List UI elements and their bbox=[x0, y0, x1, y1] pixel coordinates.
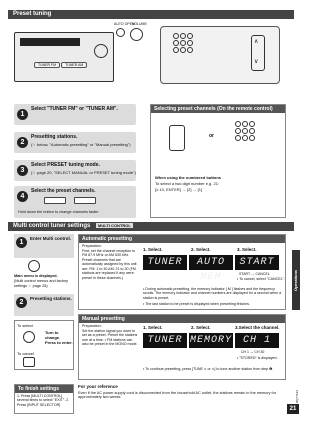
step-3-box bbox=[14, 160, 136, 181]
key-icon[interactable] bbox=[249, 135, 255, 141]
auto-lcd-automem: AUTO MEM bbox=[189, 255, 233, 270]
select-knob-icon[interactable] bbox=[23, 331, 35, 343]
auto-bullet-1: • During automatic presetting, the memory indicator [ M ] flashes and the frequency scrolls. The memory indicator and channel numbers are displayed for a second when a station is preset. bbox=[143, 287, 282, 300]
step-number-icon: 2 bbox=[16, 297, 27, 308]
multi-step-2-title: Presetting stations. bbox=[30, 296, 72, 301]
panel-title: Selecting preset channels (On the remote control) bbox=[151, 105, 285, 113]
auto-cancel-note: • To cancel, select "CANCEL". bbox=[237, 277, 285, 281]
step-1-box bbox=[14, 104, 136, 125]
key-icon[interactable] bbox=[242, 121, 248, 127]
finish-settings-box bbox=[14, 384, 74, 414]
section-header-multi bbox=[8, 222, 294, 231]
manual-sel3: 3.Select the channel. bbox=[235, 325, 280, 330]
multi-step-2 bbox=[14, 294, 74, 316]
manual-bullet: • To continue presetting, press [TUNE ∨ or ∧] to tune another station from step ❶. bbox=[143, 367, 274, 371]
step-4-box bbox=[14, 186, 136, 218]
step-2-box bbox=[14, 132, 136, 153]
key-icon[interactable] bbox=[187, 40, 193, 46]
step-number: 1 bbox=[17, 109, 28, 120]
or-text: or bbox=[209, 133, 214, 139]
auto-sel1: 1. Select. bbox=[143, 247, 163, 252]
select-cancel-box bbox=[14, 320, 74, 370]
manual-title: Manual presetting bbox=[79, 315, 285, 323]
down-button-icon[interactable] bbox=[44, 197, 66, 204]
auto-lcd-tuner: TUNER bbox=[143, 255, 187, 270]
manual-channel-range: CH 1 ↔ CH 30 bbox=[241, 350, 265, 354]
remote-selection-panel bbox=[150, 104, 286, 218]
turn-label: Turn to change. bbox=[45, 330, 61, 340]
step-note: Hold down the button to change channels faster. bbox=[18, 210, 100, 214]
multi-title: Multi control tuner settings bbox=[13, 223, 91, 229]
step-title: Select PRESET tuning mode. bbox=[31, 162, 100, 168]
factory-note: (Multi control menus and factory settings ☞ page 28) bbox=[14, 279, 69, 288]
manual-preset-panel bbox=[78, 314, 286, 380]
step-note: (☞ page 20, "SELECT MANUAL or PRESET tuning mode") bbox=[31, 170, 136, 175]
finish-title: To finish settings bbox=[15, 385, 73, 393]
manual-prep-text: Set the station signal you want to set as a preset. Preset the stations one at a time. • FM stations can also be preset in the MONO mode. bbox=[82, 329, 138, 347]
manual-stored-note: • "STORED" is displayed. bbox=[237, 356, 278, 360]
step-number: 3 bbox=[17, 165, 28, 176]
key-icon[interactable] bbox=[235, 135, 241, 141]
key-icon[interactable] bbox=[235, 128, 241, 134]
manual-lcd-channel: CH 1 bbox=[235, 333, 279, 348]
chevron-up-icon[interactable]: ∧ bbox=[254, 39, 259, 45]
multi-step-1-title: Enter Multi control. bbox=[30, 236, 71, 241]
page-number: 21 bbox=[287, 404, 299, 414]
volume-label: VOLUME bbox=[132, 22, 147, 26]
manual-lcd-memory: MEMORY bbox=[189, 335, 232, 346]
reference-text: Even if the AC power supply cord is disconnected from the household AC outlet, the stations remain in the memory for approximately two weeks. bbox=[78, 390, 276, 400]
step-number-icon: 1 bbox=[16, 237, 27, 248]
key-icon[interactable] bbox=[180, 40, 186, 46]
manual-lcd-tuner: TUNER bbox=[143, 333, 187, 348]
to-select-label: To select bbox=[17, 323, 33, 328]
operations-side-tab: Operations bbox=[292, 250, 300, 310]
finish-text: 1. Press [MULTI CONTROL] several times to select "EXIT". 2. Press [INPUT SELECTOR] bbox=[17, 394, 70, 407]
step-number: 4 bbox=[17, 191, 28, 202]
section-header-preset: Preset tuning bbox=[8, 10, 294, 19]
chevron-down-icon[interactable]: ∨ bbox=[254, 59, 259, 65]
to-cancel-label: To cancel bbox=[17, 351, 34, 356]
multi-badge: MULTI CONTROL bbox=[98, 223, 131, 228]
main-menu-note: Main menu is displayed. bbox=[14, 274, 58, 278]
key-icon[interactable] bbox=[187, 47, 193, 53]
numbered-text: To select a two digit number e.g. 21: bbox=[155, 181, 220, 186]
key-icon[interactable] bbox=[249, 128, 255, 134]
auto-title: Automatic presetting bbox=[79, 235, 285, 243]
key-icon[interactable] bbox=[173, 40, 179, 46]
step-title: Presetting stations. bbox=[31, 134, 78, 140]
step-title: Select the preset channels. bbox=[31, 188, 96, 194]
auto-sel3: 3. Select. bbox=[237, 247, 257, 252]
numbered-title: When using the numbered buttons bbox=[155, 175, 221, 180]
step-note: (☞ below, "Automatic presetting" or "Manual presetting") bbox=[31, 142, 131, 147]
cancel-button-icon[interactable] bbox=[23, 357, 35, 367]
key-icon[interactable] bbox=[173, 33, 179, 39]
manual-sel1: 1. Select. bbox=[143, 325, 163, 330]
auto-start-cancel: START ↔ CANCEL bbox=[239, 272, 270, 276]
key-icon[interactable] bbox=[242, 128, 248, 134]
auto-preset-panel bbox=[78, 234, 286, 310]
reference-title: For your reference bbox=[78, 384, 118, 389]
numbered-sequence: [≥ 10, ENTER] → [2] → [1] bbox=[155, 187, 203, 192]
tuner-buttons bbox=[34, 62, 87, 68]
auto-open-knob-icon[interactable] bbox=[116, 28, 125, 37]
manual-prep-label: Preparation: bbox=[82, 324, 102, 328]
auto-prep-label: Preparation: bbox=[82, 244, 102, 248]
key-icon[interactable] bbox=[187, 33, 193, 39]
remote-illustration bbox=[160, 26, 280, 84]
volume-knob-icon[interactable] bbox=[130, 28, 143, 41]
step-title: Select "TUNER FM" or "TUNER AM". bbox=[31, 106, 118, 112]
step-number: 2 bbox=[17, 137, 28, 148]
reference-block bbox=[78, 384, 286, 400]
key-icon[interactable] bbox=[235, 121, 241, 127]
key-icon[interactable] bbox=[180, 47, 186, 53]
key-icon[interactable] bbox=[180, 33, 186, 39]
manual-sel2: 2. Select. bbox=[191, 325, 211, 330]
key-icon[interactable] bbox=[242, 135, 248, 141]
up-button-icon[interactable] bbox=[74, 197, 96, 204]
auto-bullet-2: • The last station to be preset is displayed when presetting finishes. bbox=[143, 302, 250, 306]
receiver-illustration bbox=[14, 22, 147, 84]
multi-step-1 bbox=[14, 234, 74, 258]
auto-lcd-start: START bbox=[235, 255, 279, 270]
press-label: Press to enter. bbox=[45, 340, 73, 345]
key-icon[interactable] bbox=[173, 47, 179, 53]
multi-control-knob-icon[interactable] bbox=[28, 260, 40, 272]
auto-sel2: 2. Select. bbox=[191, 247, 211, 252]
model-code: RQT7193 bbox=[295, 390, 300, 404]
key-icon[interactable] bbox=[249, 121, 255, 127]
numeric-keypad bbox=[235, 121, 255, 141]
tuner-fm-button[interactable]: TUNER FM bbox=[34, 62, 60, 68]
auto-open-label: AUTO OPEN bbox=[114, 22, 135, 26]
tuner-am-button[interactable]: TUNER AM bbox=[61, 62, 87, 68]
channel-rocker-icon[interactable] bbox=[169, 125, 185, 151]
auto-prep-text: First, set the channel reception to FM 87.9 MHz or AM 530 kHz. Preset channels that are automatically assigned by this unit are: FM: 1 to 30 AM: 21 to 30 (FM stations are replaced if any were preset in these channels.) bbox=[82, 249, 137, 280]
